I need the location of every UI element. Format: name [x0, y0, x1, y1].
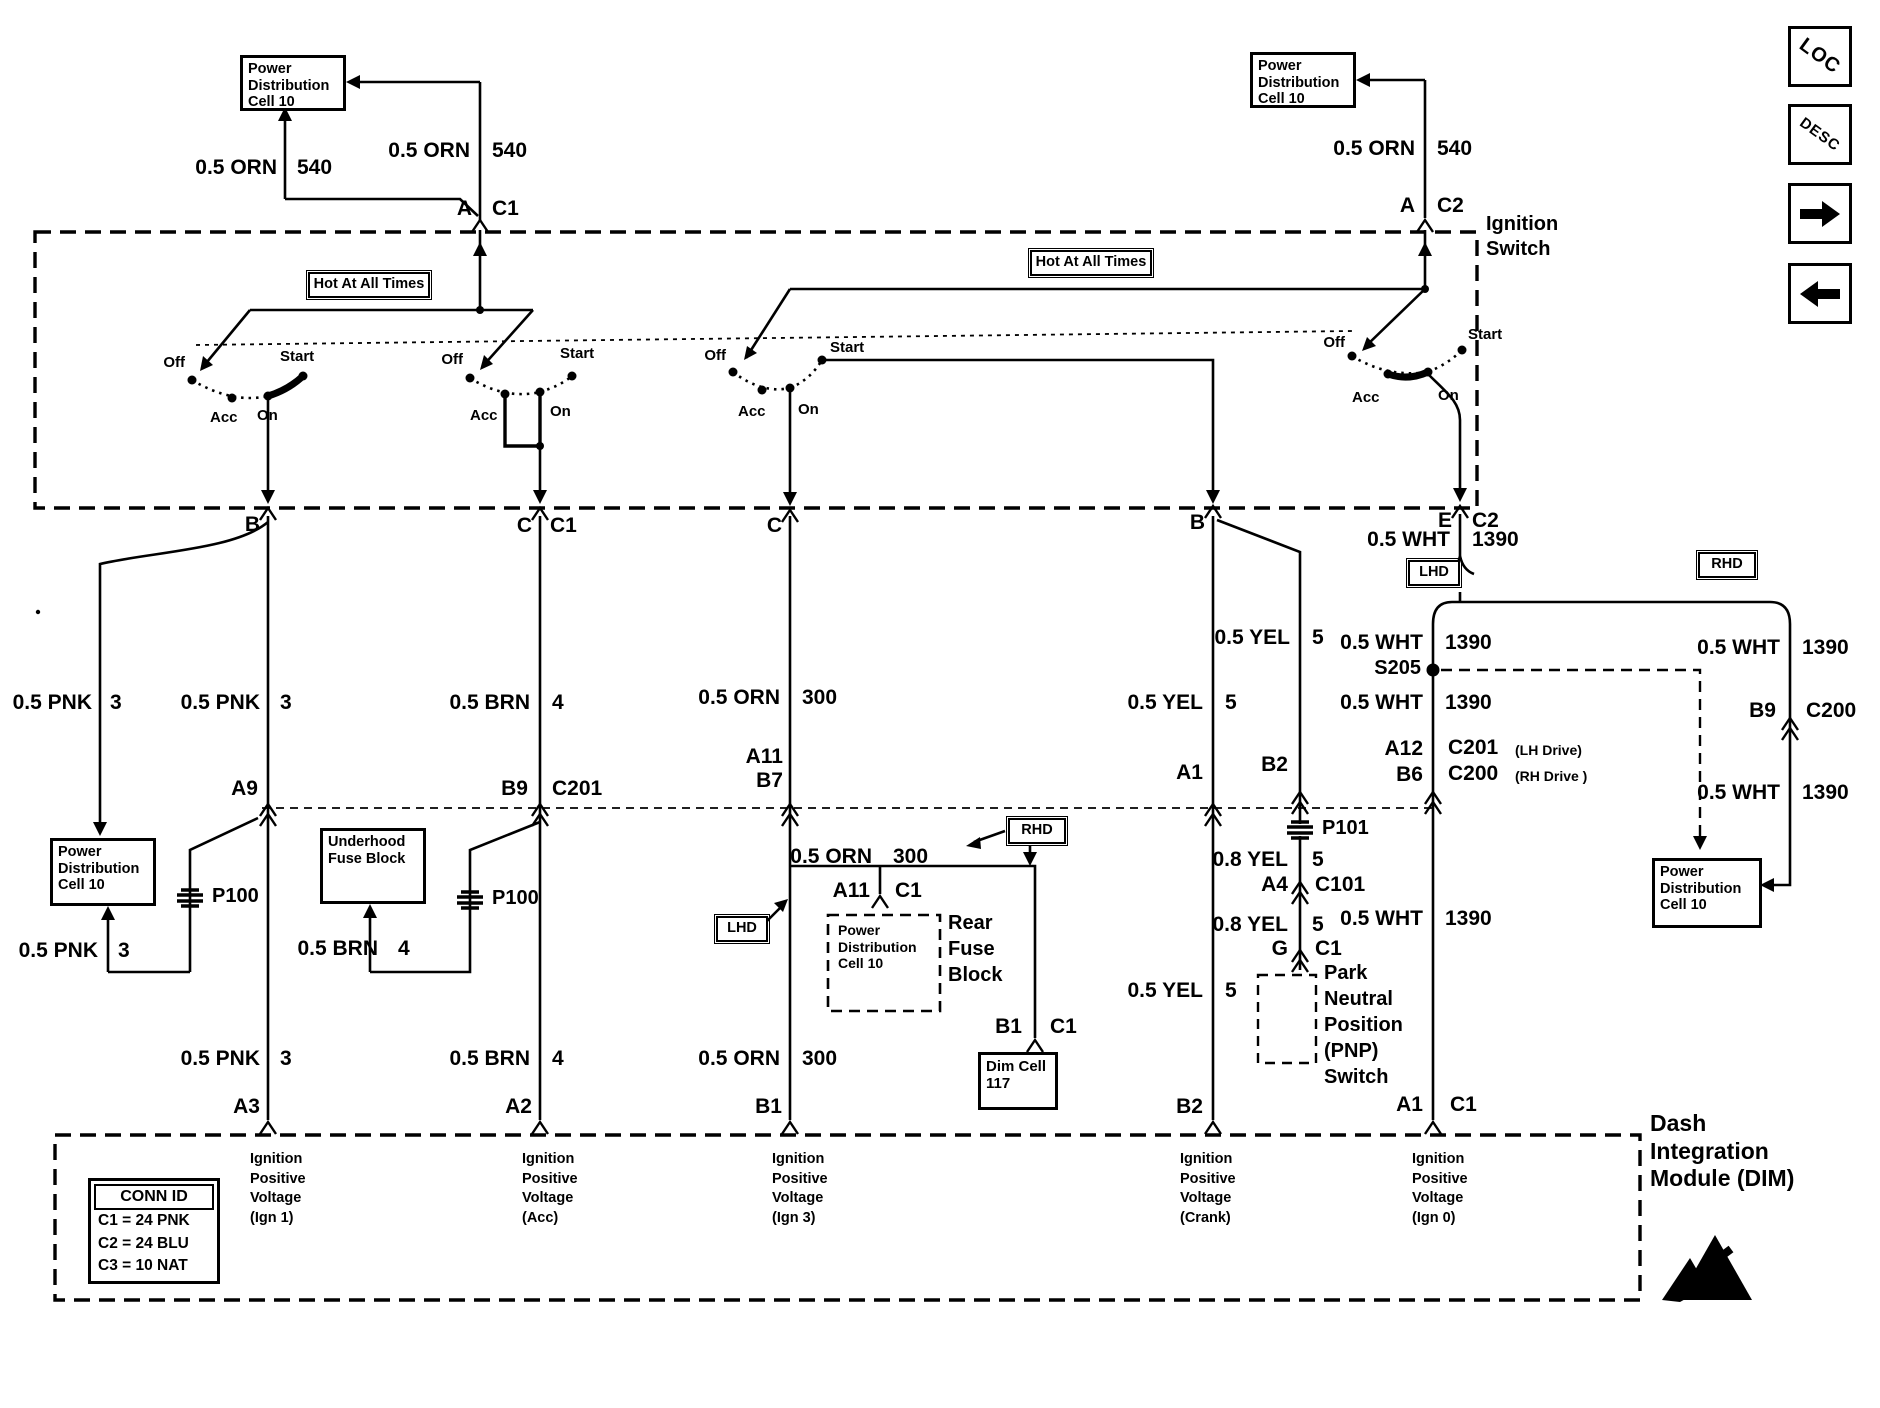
wire-label: 0.5 ORN — [698, 1047, 780, 1070]
conn-id-table — [88, 1178, 220, 1284]
rhd-tag-top: RHD — [1698, 552, 1756, 578]
pin-label: A1 — [1176, 761, 1203, 784]
wire-label: 0.5 PNK — [180, 1047, 260, 1070]
loc-button[interactable] — [1788, 26, 1852, 87]
pin-label: C — [766, 514, 782, 537]
circuit-label: 300 — [893, 845, 929, 868]
pin-function-ign1: Ignition Positive Voltage (Ign 1) — [250, 1151, 306, 1226]
circuit-label: 540 — [492, 139, 528, 162]
splice-s205 — [1427, 664, 1440, 677]
sw1-acc-label: Acc — [210, 409, 238, 426]
wire-label: 0.5 WHT — [1367, 528, 1450, 551]
pin-label: A — [456, 197, 472, 220]
hot-at-all-times-tag-right: Hot At All Times — [1030, 250, 1152, 276]
circuit-label: 4 — [398, 937, 410, 960]
wire-label: 0.5 BRN — [449, 691, 530, 714]
hot-at-all-times-tag-left: Hot At All Times — [308, 272, 430, 298]
pin-label: A11 — [832, 879, 870, 902]
wire-label: 0.5 WHT — [1697, 636, 1780, 659]
dim-title: Dash Integration Module (DIM) — [1650, 1110, 1795, 1192]
pin-label: B9 — [501, 777, 528, 800]
artifact-dot — [36, 610, 40, 614]
wire-label: 0.5 YEL — [1214, 626, 1290, 649]
wire-label: 0.5 WHT — [1340, 691, 1423, 714]
conn-id-row: C3 = 10 NAT — [98, 1257, 188, 1275]
sw3-start-label: Start — [830, 339, 865, 356]
pin-label: A11 — [745, 745, 783, 768]
circuit-label: 1390 — [1445, 691, 1492, 714]
wire-label: 0.5 YEL — [1127, 979, 1203, 1002]
circuit-label: 1390 — [1445, 907, 1492, 930]
wire-label: 0.5 PNK — [18, 939, 98, 962]
grommet-label: P100 — [492, 887, 539, 909]
grommet-label: P101 — [1322, 817, 1369, 839]
conn-id-row: C1 = 24 PNK — [98, 1212, 190, 1230]
sw1-on-label: On — [257, 407, 278, 424]
back-button[interactable] — [1788, 263, 1852, 324]
pin-label: B1 — [995, 1015, 1022, 1038]
sw2-off-label: Off — [441, 351, 463, 368]
circuit-label: 1390 — [1472, 528, 1519, 551]
wire-label: 0.8 YEL — [1212, 913, 1288, 936]
circuit-label: 300 — [802, 1047, 838, 1070]
pin-label: C1 — [895, 879, 922, 902]
pnp-switch-label: Park Neutral Position (PNP) Switch — [1324, 962, 1403, 1088]
pin-label: C101 — [1315, 873, 1366, 896]
power-distribution-box-top-right: Power Distribution Cell 10 — [1250, 52, 1356, 108]
dim-cell-117-box: Dim Cell 117 — [978, 1052, 1058, 1110]
sw2-acc-label: Acc — [470, 407, 498, 424]
variant-note: (RH Drive ) — [1515, 768, 1588, 784]
pin-label: A2 — [505, 1095, 532, 1118]
wire-label: 0.5 ORN — [388, 139, 470, 162]
sw1-start-label: Start — [280, 348, 315, 365]
forward-button[interactable] — [1788, 183, 1852, 244]
pin-label: E — [1437, 509, 1452, 532]
power-distribution-box-right: Power Distribution Cell 10 — [1652, 858, 1762, 928]
wire-label: 0.5 ORN — [698, 686, 780, 709]
variant-note: (LH Drive) — [1515, 742, 1582, 758]
circuit-label: 5 — [1312, 913, 1324, 936]
circuit-label: 3 — [110, 691, 122, 714]
lhd-tag-top: LHD — [1408, 560, 1460, 586]
circuit-label: 540 — [1437, 137, 1473, 160]
wire-label: 0.5 ORN — [195, 156, 277, 179]
sw4-off-label: Off — [1323, 334, 1345, 351]
wire-label: 0.5 YEL — [1127, 691, 1203, 714]
pin-label: A4 — [1261, 873, 1288, 896]
desc-button[interactable] — [1788, 104, 1852, 165]
wire-label: 0.5 BRN — [297, 937, 378, 960]
grommet-label: P100 — [212, 885, 259, 907]
desc-label: DESC — [1796, 114, 1844, 155]
wiper-arc-ign1 — [268, 376, 303, 396]
pin-function-ign0: Ignition Positive Voltage (Ign 0) — [1412, 1151, 1468, 1226]
loc-label: LOC — [1795, 33, 1846, 79]
pin-label: A12 — [1384, 737, 1423, 760]
pin-label: C200 — [1448, 762, 1499, 785]
wire-label: 0.8 YEL — [1212, 848, 1288, 871]
wire-label: 0.5 PNK — [12, 691, 92, 714]
pin-label: B2 — [1261, 753, 1288, 776]
pin-label: A1 — [1396, 1093, 1423, 1116]
sw3-acc-label: Acc — [738, 403, 766, 420]
pin-label: A — [1399, 194, 1415, 217]
circuit-label: 1390 — [1802, 636, 1849, 659]
left-arrow-icon — [1800, 281, 1840, 307]
circuit-label: 3 — [280, 691, 292, 714]
circuit-label: 5 — [1225, 691, 1237, 714]
wire-label: 0.5 WHT — [1340, 907, 1423, 930]
wire-label: 0.5 ORN — [790, 845, 872, 868]
pin-label: B2 — [1176, 1095, 1203, 1118]
pin-label: B9 — [1749, 699, 1776, 722]
circuit-label: 4 — [552, 691, 564, 714]
sw3-on-label: On — [798, 401, 819, 418]
pin-label: C1 — [550, 514, 577, 537]
underhood-fuse-block-box: Underhood Fuse Block — [320, 828, 426, 904]
sw3-off-label: Off — [704, 347, 726, 364]
circuit-label: 5 — [1312, 848, 1324, 871]
conn-id-header: CONN ID — [94, 1184, 214, 1210]
pin-label: B1 — [755, 1095, 782, 1118]
circuit-label: 5 — [1225, 979, 1237, 1002]
pin-label: B6 — [1396, 763, 1423, 786]
power-distribution-rear-fuse-label: Power Distribution Cell 10 — [838, 922, 917, 972]
ignition-switch-outline — [35, 232, 1477, 508]
sw1-off-label: Off — [163, 354, 185, 371]
power-distribution-box-top-left: Power Distribution Cell 10 — [240, 55, 346, 111]
pin-label: B — [244, 513, 260, 536]
pin-label: G — [1271, 937, 1288, 960]
right-arrow-icon — [1800, 201, 1840, 227]
switch-linkage-line — [196, 331, 1352, 345]
pin-label: C1 — [1315, 937, 1342, 960]
lhd-tag-orn: LHD — [716, 916, 768, 942]
sw2-start-label: Start — [560, 345, 595, 362]
pin-function-acc: Ignition Positive Voltage (Acc) — [522, 1151, 578, 1226]
power-distribution-box-lower-left: Power Distribution Cell 10 — [50, 838, 156, 906]
sw4-acc-label: Acc — [1352, 389, 1380, 406]
ignition-switch-title: Ignition Switch — [1486, 213, 1559, 260]
circuit-label: 3 — [118, 939, 130, 962]
circuit-label: 4 — [552, 1047, 564, 1070]
rear-fuse-block-label: Rear Fuse Block — [948, 912, 1003, 986]
circuit-label: 300 — [802, 686, 838, 709]
pin-label: B — [1189, 511, 1205, 534]
wire-label: 0.5 ORN — [1333, 137, 1415, 160]
grommet-p101 — [1287, 822, 1313, 838]
splice-label: S205 — [1374, 657, 1421, 679]
circuit-label: 1390 — [1802, 781, 1849, 804]
rhd-tag-orn: RHD — [1008, 818, 1066, 844]
wiper-arc-ign0 — [1388, 372, 1428, 377]
pin-label: C2 — [1437, 194, 1464, 217]
pin-label: C201 — [552, 777, 603, 800]
circuit-label: 540 — [297, 156, 333, 179]
pin-label: A3 — [233, 1095, 260, 1118]
pin-label: C1 — [1050, 1015, 1077, 1038]
pin-label: C2 — [1472, 509, 1499, 532]
circuit-label: 1390 — [1445, 631, 1492, 654]
wire-label: 0.5 BRN — [449, 1047, 530, 1070]
sw2-on-label: On — [550, 403, 571, 420]
wire-label: 0.5 WHT — [1340, 631, 1423, 654]
circuit-label: 3 — [280, 1047, 292, 1070]
sw4-on-label: On — [1438, 387, 1459, 404]
pin-function-crank: Ignition Positive Voltage (Crank) — [1180, 1151, 1236, 1226]
pin-label: C1 — [492, 197, 519, 220]
sw4-start-label: Start — [1468, 326, 1503, 343]
esd-warning-icon — [1662, 1235, 1752, 1302]
circuit-label: 5 — [1312, 626, 1324, 649]
pin-function-ign3: Ignition Positive Voltage (Ign 3) — [772, 1151, 828, 1226]
pin-label: C — [516, 514, 532, 537]
wire-label: 0.5 PNK — [180, 691, 260, 714]
pin-label: C1 — [1450, 1093, 1477, 1116]
pnp-switch-outline — [1258, 975, 1316, 1063]
conn-id-row: C2 = 24 BLU — [98, 1234, 189, 1252]
pin-label: C201 — [1448, 736, 1499, 759]
wire-label: 0.5 WHT — [1697, 781, 1780, 804]
pin-label: B7 — [756, 769, 783, 792]
pin-label: A9 — [231, 777, 258, 800]
pin-label: C200 — [1806, 699, 1857, 722]
